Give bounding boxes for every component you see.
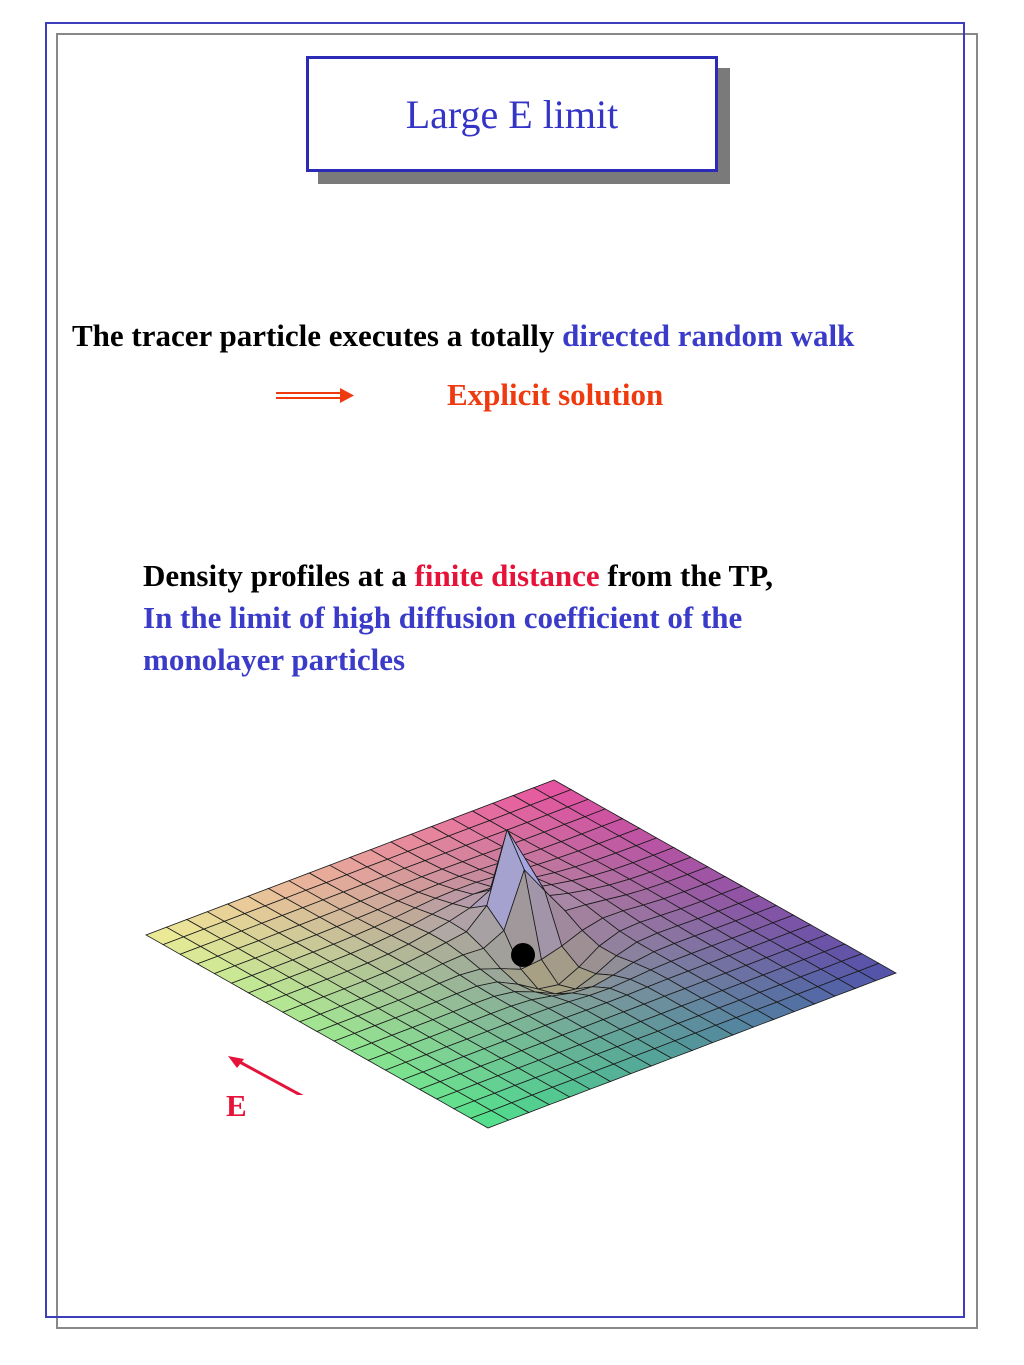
limit-text-line-2: monolayer particles: [143, 642, 406, 677]
statement-highlight: directed random walk: [562, 318, 855, 353]
limit-text-line-1: In the limit of high diffusion coefficient of the: [143, 600, 743, 635]
density-text-2: from the TP,: [599, 558, 774, 593]
finite-distance-text: finite distance: [414, 558, 600, 593]
title-box: [306, 56, 718, 172]
implies-arrow-icon: [274, 386, 356, 406]
statement-text: The tracer particle executes a totally: [72, 318, 563, 353]
statement-line: [72, 318, 854, 354]
tracer-particle: [511, 943, 535, 967]
explicit-solution-text: Explicit solution: [447, 377, 664, 412]
slide-title: Large E limit: [405, 91, 619, 137]
density-paragraph: [143, 555, 863, 681]
field-label: E: [226, 1088, 247, 1123]
density-text-1: Density profiles at a: [143, 558, 415, 593]
